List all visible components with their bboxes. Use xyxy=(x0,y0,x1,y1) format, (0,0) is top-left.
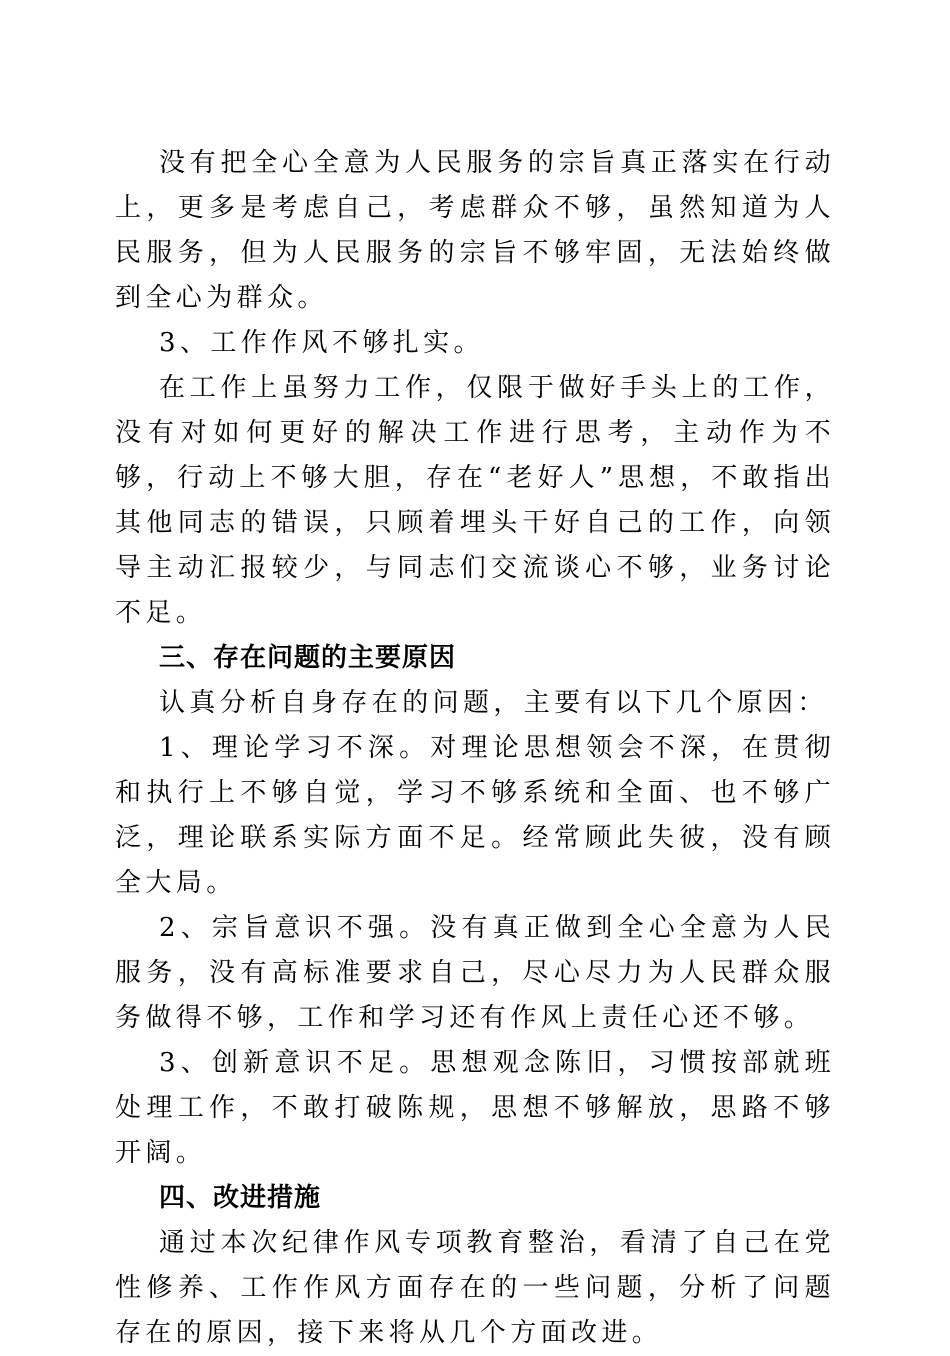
section-heading-improvements: 四、改进措施 xyxy=(159,1183,322,1213)
item-purpose-awareness: 2、宗旨意识不强。没有真正做到全心全意为人民服务，没有高标准要求自己，尽心尽力为人民群众服务做得不够，工作和学习还有作风上责任心还不够。 xyxy=(115,913,835,1033)
paragraph-service-purpose: 没有把全心全意为人民服务的宗旨真正落实在行动上，更多是考虑自己，考虑群众不够，虽然知道为人民服务，但为人民服务的宗旨不够牢固，无法始终做到全心为群众。 xyxy=(115,148,835,313)
document-page xyxy=(115,141,835,1356)
item-work-style: 3、工作作风不够扎实。 xyxy=(159,328,484,358)
paragraph-causes-intro: 认真分析自身存在的问题，主要有以下几个原因： xyxy=(159,688,828,718)
item-theory-study: 1、理论学习不深。对理论思想领会不深，在贯彻和执行上不够自觉，学习不够系统和全面、也不够广泛，理论联系实际方面不足。经常顾此失彼，没有顾全大局。 xyxy=(115,733,835,898)
section-heading-causes: 三、存在问题的主要原因 xyxy=(159,643,457,673)
paragraph-work-style-detail: 在工作上虽努力工作，仅限于做好手头上的工作，没有对如何更好的解决工作进行思考，主动作为不够，行动上不够大胆，存在“老好人”思想，不敢指出其他同志的错误，只顾着埋头干好自己的工作，向领导主动汇报较少，与同志们交流谈心不够，业务讨论不足。 xyxy=(115,373,835,628)
paragraph-improvements-intro: 通过本次纪律作风专项教育整治，看清了自己在党性修养、工作作风方面存在的一些问题，分析了问题存在的原因，接下来将从几个方面改进。 xyxy=(115,1228,835,1348)
item-innovation-awareness: 3、创新意识不足。思想观念陈旧，习惯按部就班处理工作，不敢打破陈规，思想不够解放，思路不够开阔。 xyxy=(115,1048,835,1168)
